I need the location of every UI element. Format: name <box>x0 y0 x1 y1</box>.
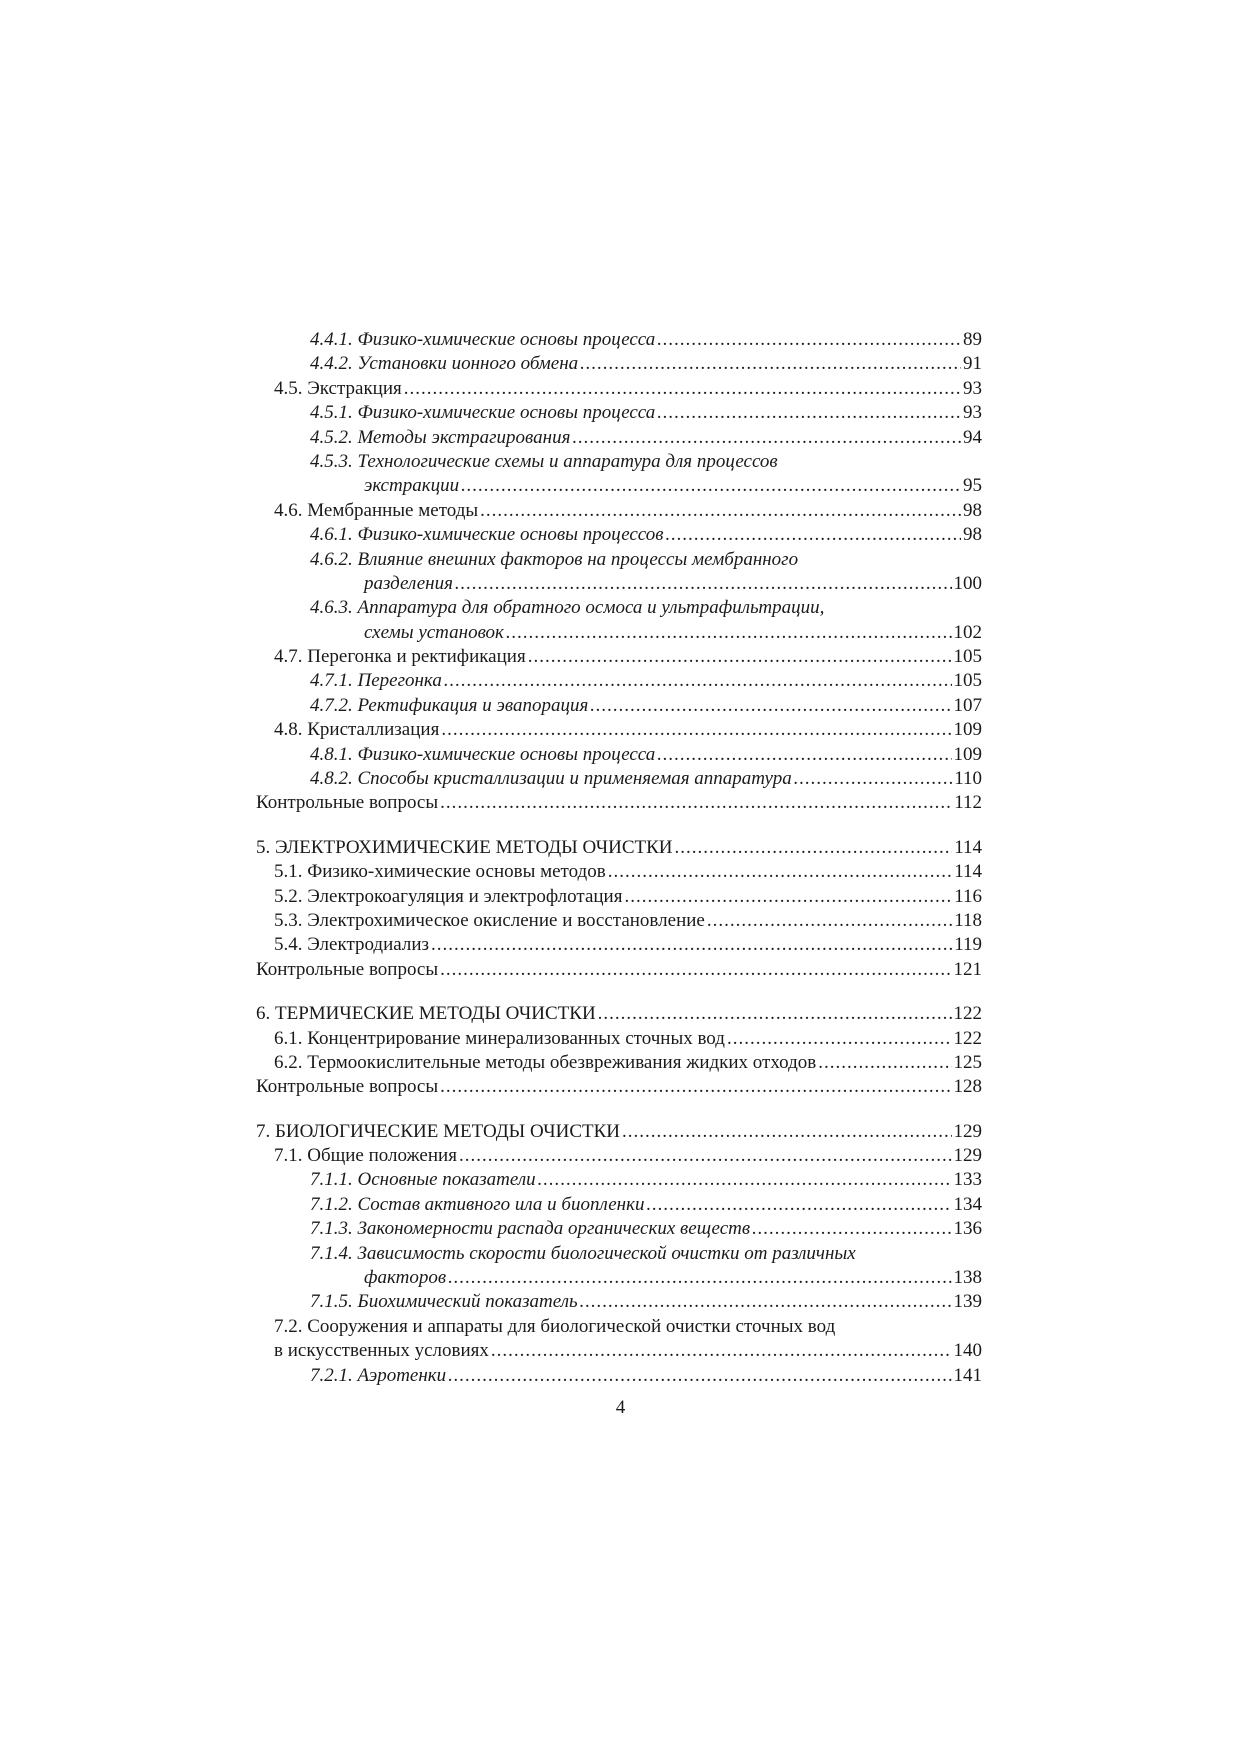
toc-leader-dots <box>459 1144 952 1168</box>
toc-entry-title: 4.5.3. Технологические схемы и аппаратура для процессов <box>310 450 778 472</box>
toc-entry-page: 134 <box>953 1193 982 1215</box>
toc-entry-title: 7.1.2. Состав активного ила и биопленки <box>310 1193 645 1215</box>
toc-entry-page: 136 <box>953 1218 982 1240</box>
toc-entry <box>256 718 982 742</box>
toc-entry <box>256 1169 982 1193</box>
toc-entry-page: 112 <box>954 792 982 814</box>
toc-entry <box>256 328 982 352</box>
toc-entry-page: 121 <box>953 958 982 980</box>
toc-entry-page: 116 <box>954 885 982 907</box>
toc-entry-title: 5.2. Электрокоагуляция и электрофлотация <box>274 885 623 907</box>
toc-entry-title: 4.8. Кристаллизация <box>274 719 440 741</box>
chapter-gap <box>256 816 982 836</box>
toc-entry-title: экстракции <box>364 475 460 497</box>
toc-entry-page: 110 <box>954 768 982 790</box>
toc-leader-dots <box>506 621 952 645</box>
toc-leader-dots <box>657 401 961 425</box>
toc-entry <box>256 1027 982 1051</box>
toc-entry-title: 4.5. Экстракция <box>274 377 402 399</box>
toc-entry <box>256 572 982 596</box>
toc-leader-dots <box>727 1027 952 1051</box>
toc-entry <box>256 1193 982 1217</box>
toc-entry <box>256 645 982 669</box>
toc-entry-continued <box>256 596 982 620</box>
toc-entry-page: 98 <box>963 499 982 521</box>
toc-entry-title: 4.6.1. Физико-химические основы процессов <box>310 524 664 546</box>
toc-leader-dots <box>590 694 951 718</box>
toc-entry-title: 5.1. Физико-химические основы методов <box>274 861 606 883</box>
toc-entry-title: 4.7.1. Перегонка <box>310 670 442 692</box>
toc-entry-page: 129 <box>953 1145 982 1167</box>
toc-leader-dots <box>624 885 952 909</box>
toc-entry-title: 6.2. Термоокислительные методы обезвреживания жидких отходов <box>274 1051 817 1073</box>
toc-entry-page: 100 <box>953 572 982 594</box>
toc-entry-title: Контрольные вопросы <box>256 792 439 814</box>
toc-entry-title: в искусственных условиях <box>274 1340 489 1362</box>
toc-leader-dots <box>431 933 952 957</box>
toc-entry <box>256 1144 982 1168</box>
toc-entry-continued <box>256 548 982 572</box>
toc-entry <box>256 1075 982 1099</box>
toc-entry-page: 128 <box>953 1076 982 1098</box>
toc-entry-page: 114 <box>954 861 982 883</box>
toc-entry-title: 5.4. Электродиализ <box>274 934 430 956</box>
toc-entry <box>256 743 982 767</box>
toc-leader-dots <box>480 499 961 523</box>
toc-entry <box>256 1339 982 1363</box>
toc-entry-page: 107 <box>953 694 982 716</box>
toc-entry-page: 105 <box>953 670 982 692</box>
toc-leader-dots <box>752 1217 951 1241</box>
toc-entry <box>256 1002 982 1026</box>
toc-entry-continued <box>256 450 982 474</box>
toc-entry-page: 114 <box>954 836 982 858</box>
toc-leader-dots <box>455 572 952 596</box>
toc-leader-dots <box>461 474 961 498</box>
toc-entry-page: 89 <box>963 328 982 350</box>
toc-entry-title: 4.5.1. Физико-химические основы процесса <box>310 402 656 424</box>
toc-entry-page: 138 <box>953 1267 982 1289</box>
toc-leader-dots <box>794 767 952 791</box>
toc-entry <box>256 836 982 860</box>
toc-leader-dots <box>657 328 961 352</box>
toc-entry-page: 105 <box>953 646 982 668</box>
toc-entry-title: 4.7. Перегонка и ректификация <box>274 646 526 668</box>
toc-entry-page: 125 <box>953 1051 982 1073</box>
toc-entry-title: разделения <box>364 572 453 594</box>
toc-entry <box>256 621 982 645</box>
toc-entry <box>256 958 982 982</box>
toc-entry <box>256 933 982 957</box>
toc-entry-title: 7.1.5. Биохимический показатель <box>310 1291 578 1313</box>
toc-leader-dots <box>440 958 951 982</box>
toc-entry <box>256 426 982 450</box>
toc-leader-dots <box>580 1290 952 1314</box>
toc-entry-title: 6.1. Концентрирование минерализованных сточных вод <box>274 1027 725 1049</box>
toc-leader-dots <box>598 1002 952 1026</box>
toc-entry <box>256 791 982 815</box>
toc-entry-title: 7.1.3. Закономерности распада органических веществ <box>310 1218 751 1240</box>
toc-leader-dots <box>622 1120 952 1144</box>
toc-entry <box>256 1266 982 1290</box>
toc-entry-page: 93 <box>963 377 982 399</box>
toc-leader-dots <box>818 1051 951 1075</box>
toc-leader-dots <box>707 909 952 933</box>
toc-entry-page: 95 <box>963 475 982 497</box>
toc-entry-title: 4.6.2. Влияние внешних факторов на процессы мембранного <box>310 548 799 570</box>
chapter-gap <box>256 982 982 1002</box>
toc-leader-dots <box>580 352 961 376</box>
toc-entry-title: 4.4.1. Физико-химические основы процесса <box>310 328 656 350</box>
toc-entry <box>256 885 982 909</box>
toc-entry-page: 98 <box>963 524 982 546</box>
toc-entry-page: 140 <box>953 1340 982 1362</box>
toc-leader-dots <box>444 669 952 693</box>
toc-entry-title: 4.4.2. Установки ионного обмена <box>310 353 579 375</box>
toc-entry-title: 4.6.3. Аппаратура для обратного осмоса и ультрафильтрации, <box>310 597 825 619</box>
toc-entry-page: 109 <box>953 743 982 765</box>
toc-leader-dots <box>441 718 951 742</box>
toc-leader-dots <box>448 1364 951 1388</box>
toc-entry <box>256 767 982 791</box>
toc-entry-page: 119 <box>954 934 982 956</box>
toc-entry-title: 7.1.1. Основные показатели <box>310 1169 536 1191</box>
toc-entry <box>256 1120 982 1144</box>
toc-entry-continued <box>256 1242 982 1266</box>
toc-leader-dots <box>440 1075 951 1099</box>
toc-entry <box>256 1364 982 1388</box>
toc-leader-dots <box>528 645 952 669</box>
toc-leader-dots <box>608 860 953 884</box>
toc-entry <box>256 499 982 523</box>
toc-entry-continued <box>256 1315 982 1339</box>
toc-entry-title: 4.6. Мембранные методы <box>274 499 479 521</box>
toc-entry-page: 94 <box>963 426 982 448</box>
toc-entry-page: 118 <box>954 909 982 931</box>
toc-leader-dots <box>491 1339 952 1363</box>
toc-entry <box>256 909 982 933</box>
toc-entry-title: 7.2.1. Аэротенки <box>310 1364 447 1386</box>
toc-entry <box>256 694 982 718</box>
table-of-contents <box>256 328 982 1388</box>
toc-entry <box>256 474 982 498</box>
toc-entry <box>256 523 982 547</box>
toc-entry <box>256 860 982 884</box>
toc-leader-dots <box>572 426 961 450</box>
toc-leader-dots <box>448 1266 951 1290</box>
toc-entry-title: 7.1. Общие положения <box>274 1145 457 1167</box>
toc-entry <box>256 352 982 376</box>
toc-leader-dots <box>657 743 951 767</box>
toc-entry <box>256 401 982 425</box>
toc-leader-dots <box>440 791 952 815</box>
toc-leader-dots <box>404 377 961 401</box>
toc-entry-title: 5.3. Электрохимическое окисление и восстановление <box>274 909 705 931</box>
toc-entry-page: 139 <box>953 1291 982 1313</box>
toc-entry-page: 102 <box>953 621 982 643</box>
toc-entry <box>256 1051 982 1075</box>
toc-entry-page: 141 <box>953 1364 982 1386</box>
chapter-gap <box>256 1100 982 1120</box>
page-number: 4 <box>615 1397 626 1418</box>
toc-leader-dots <box>538 1168 952 1192</box>
toc-entry-title: факторов <box>364 1267 447 1289</box>
toc-entry <box>256 377 982 401</box>
toc-entry-page: 129 <box>953 1120 982 1142</box>
toc-entry-title: схемы установок <box>364 621 504 643</box>
toc-leader-dots <box>666 523 961 547</box>
toc-entry-title: 4.8.1. Физико-химические основы процесса <box>310 743 656 765</box>
toc-entry-page: 93 <box>963 402 982 424</box>
toc-entry-title: 4.7.2. Ректификация и эвапорация <box>310 694 589 716</box>
toc-entry-page: 122 <box>953 1027 982 1049</box>
toc-entry-title: 7.1.4. Зависимость скорости биологической очистки от различных <box>310 1242 856 1264</box>
toc-entry <box>256 1217 982 1241</box>
toc-entry-title: 7.2. Сооружения и аппараты для биологической очистки сточных вод <box>274 1315 836 1337</box>
toc-entry <box>256 669 982 693</box>
toc-entry-title: 4.5.2. Методы экстрагирования <box>310 426 571 448</box>
toc-leader-dots <box>675 836 953 860</box>
toc-entry-title: Контрольные вопросы <box>256 1076 439 1098</box>
toc-entry-title: 7. БИОЛОГИЧЕСКИЕ МЕТОДЫ ОЧИСТКИ <box>256 1120 620 1142</box>
toc-entry-page: 122 <box>953 1003 982 1025</box>
toc-entry-title: Контрольные вопросы <box>256 958 439 980</box>
toc-entry-title: 6. ТЕРМИЧЕСКИЕ МЕТОДЫ ОЧИСТКИ <box>256 1003 596 1025</box>
toc-entry-page: 109 <box>953 719 982 741</box>
toc-entry <box>256 1290 982 1314</box>
toc-entry-title: 5. ЭЛЕКТРОХИМИЧЕСКИЕ МЕТОДЫ ОЧИСТКИ <box>256 836 673 858</box>
toc-entry-title: 4.8.2. Способы кристаллизации и применяемая аппаратура <box>310 768 792 790</box>
toc-entry-page: 91 <box>963 353 982 375</box>
toc-leader-dots <box>646 1193 951 1217</box>
toc-entry-page: 133 <box>953 1169 982 1191</box>
